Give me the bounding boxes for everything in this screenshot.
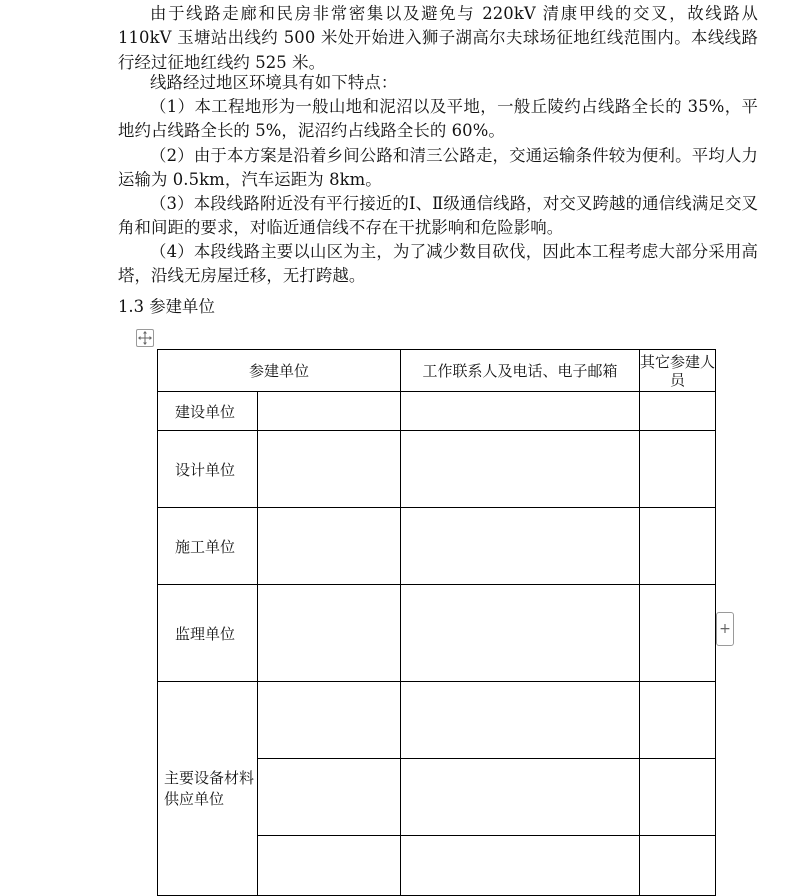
paragraph-routing: 由于线路走廊和民房非常密集以及避免与 220kV 清康甲线的交叉，故线路从 110kV 玉塘站出线约 500 米处开始进入狮子湖高尔夫球场征地红线范围内。本线线路行经过征地红线约 525 米。 — [118, 4, 758, 72]
table-row — [158, 392, 716, 431]
header-other-staff: 其它参建人员 — [640, 350, 716, 392]
table-cell[interactable] — [401, 759, 640, 836]
table-cell[interactable] — [401, 585, 640, 682]
table-cell[interactable] — [258, 836, 401, 896]
row-label-construction: 施工单位 — [158, 508, 258, 585]
paragraph-mountain: （4）本段线路主要以山区为主，为了减少数目砍伐，因此本工程考虑大部分采用高塔，沿线无房屋迁移，无打跨越。 — [118, 242, 758, 286]
table-row — [158, 431, 716, 508]
table-cell[interactable] — [258, 759, 401, 836]
table-cell[interactable] — [258, 585, 401, 682]
table-row — [158, 585, 716, 682]
table-cell[interactable] — [401, 392, 640, 431]
table-cell[interactable] — [640, 836, 716, 896]
paragraph-transport: （2）由于本方案是沿着乡间公路和清三公路走，交通运输条件较为便利。平均人力运输为 0.5km，汽车运距为 8km。 — [118, 146, 758, 190]
table-cell[interactable] — [640, 682, 716, 759]
row-label-construction-owner: 建设单位 — [158, 392, 258, 431]
table-cell[interactable] — [401, 682, 640, 759]
table-row — [158, 682, 716, 759]
table-cell[interactable] — [640, 759, 716, 836]
table-header-row — [158, 350, 716, 392]
table-cell[interactable] — [640, 508, 716, 585]
paragraph-terrain: （1）本工程地形为一般山地和泥沼以及平地，一般丘陵约占线路全长的 35%，平地约占线路全长的 5%，泥沼约占线路全长的 60%。 — [118, 97, 758, 141]
table-cell[interactable] — [640, 392, 716, 431]
section-heading: 1.3 参建单位 — [118, 297, 215, 316]
plus-icon: + — [719, 621, 731, 637]
table-cell[interactable] — [640, 585, 716, 682]
table-cell[interactable] — [258, 682, 401, 759]
table-move-handle[interactable] — [136, 329, 154, 347]
participating-units-table — [157, 349, 716, 896]
paragraph-communication: （3）本段线路附近没有平行接近的Ⅰ、Ⅱ级通信线路，对交叉跨越的通信线满足交叉角和间距的要求，对临近通信线不存在干扰影响和危险影响。 — [118, 194, 758, 238]
table-cell[interactable] — [258, 431, 401, 508]
add-column-button[interactable] — [716, 612, 734, 646]
row-label-design: 设计单位 — [158, 431, 258, 508]
table-cell[interactable] — [258, 508, 401, 585]
table-cell[interactable] — [640, 431, 716, 508]
table-cell[interactable] — [401, 431, 640, 508]
header-contact: 工作联系人及电话、电子邮箱 — [401, 350, 640, 392]
paragraph-environment-intro: 线路经过地区环境具有如下特点： — [150, 73, 398, 92]
table-row — [158, 508, 716, 585]
row-label-supervision: 监理单位 — [158, 585, 258, 682]
header-unit: 参建单位 — [158, 350, 401, 392]
move-arrows-icon — [137, 330, 153, 346]
row-label-equipment-supplier: 主要设备材料供应单位 — [158, 682, 258, 896]
table-cell[interactable] — [258, 392, 401, 431]
table-cell[interactable] — [401, 836, 640, 896]
table-cell[interactable] — [401, 508, 640, 585]
